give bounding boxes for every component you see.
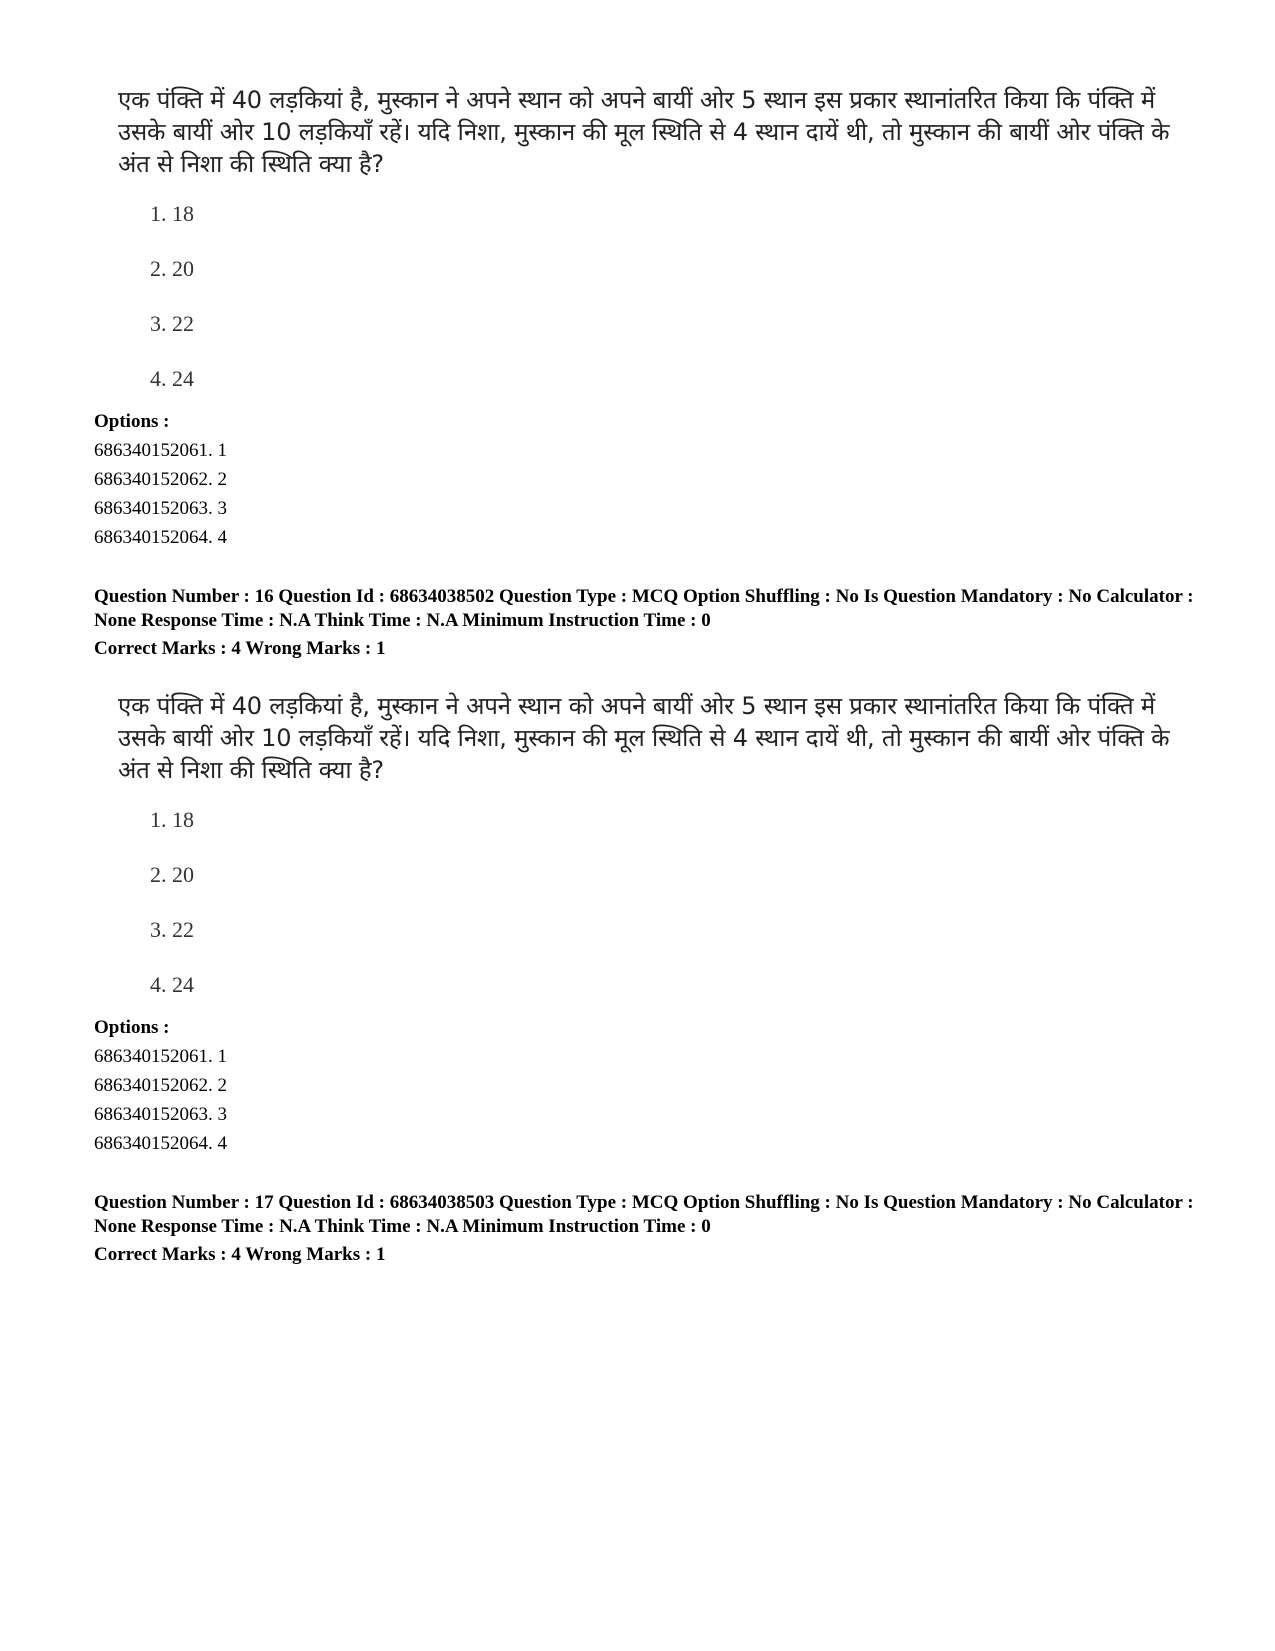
answer-choice: 4. 24 [150, 366, 194, 391]
question-metadata: Question Number : 17 Question Id : 68634038503 Question Type : MCQ Option Shuffling : No Is Question Mandatory : No Calculator : None Response Time : N.A Think Time : N.A Minimum Instruction Time : 0 [94, 1192, 1194, 1237]
options-heading: Options : [94, 411, 170, 432]
answer-choice: 1. 18 [150, 807, 194, 832]
question-image-16 [118, 690, 1198, 997]
option-line: 686340152064. 4 [94, 527, 227, 548]
answer-choice: 1. 18 [150, 201, 194, 226]
question-marks: Correct Marks : 4 Wrong Marks : 1 [94, 638, 386, 659]
option-line: 686340152064. 4 [94, 1133, 227, 1154]
answer-choice: 3. 22 [150, 917, 194, 942]
question-text: एक पंक्ति में 40 लड़कियां है, मुस्कान ने अपने स्थान को अपने बायीं ओर 5 स्थान इस प्रकार स्थानांतरित किया कि पंक्ति में उसके बायीं ओर 10 लड़कियाँ रहें। यदि निशा, मुस्कान की मूल स्थिति से 4 स्थान दायें थी, तो मुस्कान की बायीं ओर पंक्ति के अंत से निशा की स्थिति क्या है? [118, 692, 1170, 784]
option-line: 686340152063. 3 [94, 498, 227, 519]
answer-choice: 2. 20 [150, 862, 194, 887]
options-list [94, 1042, 227, 1158]
question-text: एक पंक्ति में 40 लड़कियां है, मुस्कान ने अपने स्थान को अपने बायीं ओर 5 स्थान इस प्रकार स्थानांतरित किया कि पंक्ति में उसके बायीं ओर 10 लड़कियाँ रहें। यदि निशा, मुस्कान की मूल स्थिति से 4 स्थान दायें थी, तो मुस्कान की बायीं ओर पंक्ति के अंत से निशा की स्थिति क्या है? [118, 86, 1170, 178]
question-metadata: Question Number : 16 Question Id : 68634038502 Question Type : MCQ Option Shuffling : No Is Question Mandatory : No Calculator : None Response Time : N.A Think Time : N.A Minimum Instruction Time : 0 [94, 586, 1194, 631]
option-line: 686340152062. 2 [94, 1075, 227, 1096]
answer-choice-list [150, 199, 194, 419]
options-heading: Options : [94, 1017, 170, 1038]
answer-choice: 4. 24 [150, 972, 194, 997]
answer-choice: 3. 22 [150, 311, 194, 336]
option-line: 686340152062. 2 [94, 469, 227, 490]
question-image-15 [118, 84, 1198, 391]
options-list [94, 436, 227, 552]
question-marks: Correct Marks : 4 Wrong Marks : 1 [94, 1244, 386, 1265]
answer-choice: 2. 20 [150, 256, 194, 281]
option-line: 686340152061. 1 [94, 1046, 227, 1067]
answer-choice-list [150, 805, 194, 1025]
option-line: 686340152061. 1 [94, 440, 227, 461]
option-line: 686340152063. 3 [94, 1104, 227, 1125]
